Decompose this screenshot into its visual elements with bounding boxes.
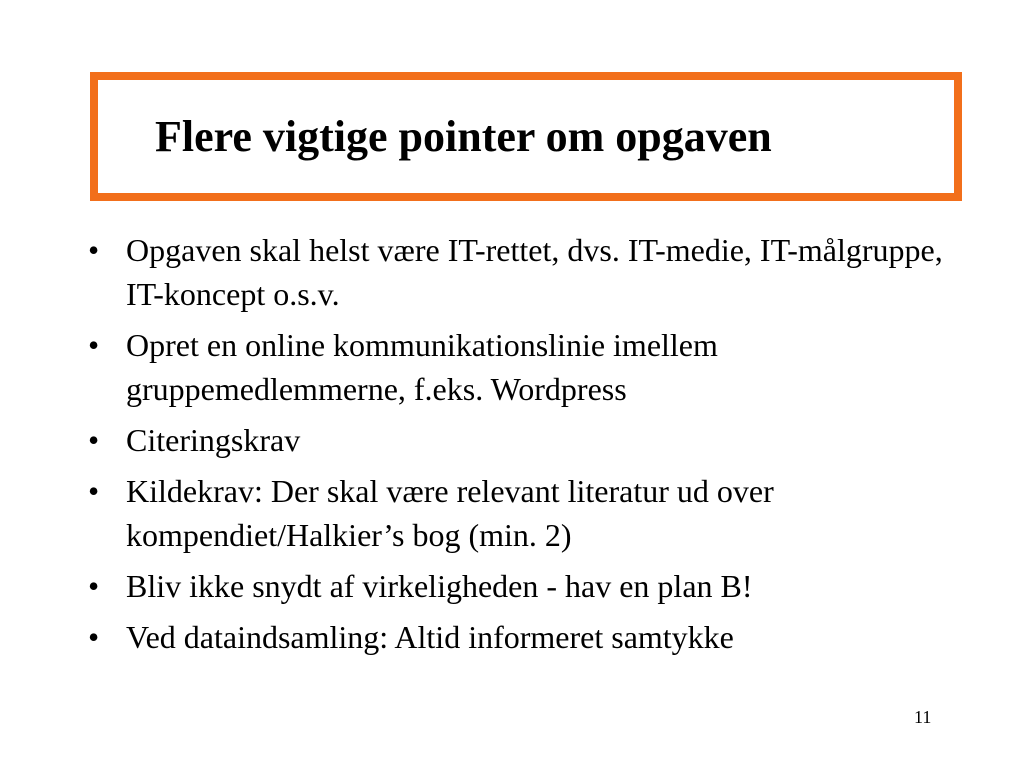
bullet-icon: • (88, 422, 100, 458)
bullet-list (88, 228, 968, 666)
slide-title: Flere vigtige pointer om opgaven (155, 112, 772, 161)
bullet-item (88, 564, 968, 608)
bullet-item (88, 228, 968, 316)
bullet-text: Opret en online kommunikationslinie imellem gruppemedlemmerne, f.eks. Wordpress (126, 327, 718, 407)
bullet-text: Bliv ikke snydt af virkeligheden - hav en plan B! (126, 568, 753, 604)
title-frame (90, 72, 962, 201)
bullet-item (88, 469, 968, 557)
bullet-text: Citeringskrav (126, 422, 301, 458)
bullet-icon: • (88, 232, 100, 268)
bullet-text: Kildekrav: Der skal være relevant literatur ud over kompendiet/Halkier’s bog (min. 2) (126, 473, 774, 553)
bullet-item (88, 323, 968, 411)
bullet-icon: • (88, 568, 100, 604)
bullet-text: Ved dataindsamling: Altid informeret samtykke (126, 619, 734, 655)
bullet-icon: • (88, 327, 100, 363)
bullet-text: Opgaven skal helst være IT-rettet, dvs. IT-medie, IT-målgruppe, IT-koncept o.s.v. (126, 232, 943, 312)
page-number: 11 (914, 707, 932, 727)
bullet-item (88, 418, 968, 462)
bullet-icon: • (88, 473, 100, 509)
bullet-icon: • (88, 619, 100, 655)
bullet-item (88, 615, 968, 659)
